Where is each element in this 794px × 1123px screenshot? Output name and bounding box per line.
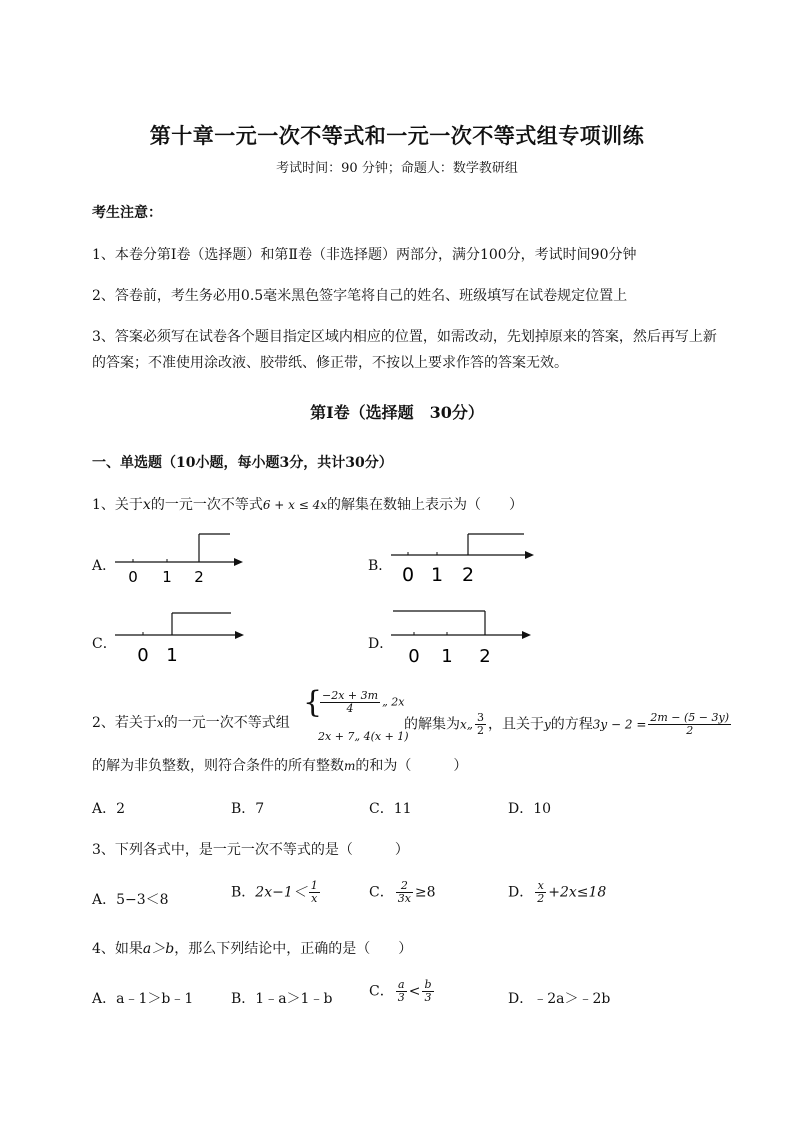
q3-c-denominator: 3x xyxy=(397,892,411,906)
q4-option-a: A．a﹣1＞b﹣1 xyxy=(92,991,194,1007)
q3-option-c-suffix: ≥8 xyxy=(414,884,436,901)
tick-1: 1 xyxy=(441,646,453,664)
tick-0: 0 xyxy=(128,568,138,586)
q1-prefix: 1、关于 xyxy=(92,497,143,513)
section-title: 第Ⅰ卷（选择题 30分） xyxy=(310,403,484,422)
q4-option-c-label: C． xyxy=(369,983,394,1000)
q4-option-b: B．1﹣a＞1﹣b xyxy=(231,991,333,1007)
question-2-line-2 xyxy=(92,755,467,775)
q1-variable: x xyxy=(142,497,151,513)
page-title: 第十章一元一次不等式和一元一次不等式组专项训练 xyxy=(149,123,645,148)
q2-equation-prefix: ，且关于 xyxy=(487,716,544,733)
q3-option-b-label: B． xyxy=(231,884,256,901)
tick-0: 0 xyxy=(137,645,149,666)
tick-0: 0 xyxy=(408,646,420,664)
q2-mid: 的一元一次不等式组 xyxy=(163,715,290,731)
q1-option-a-label: A． xyxy=(92,558,117,574)
q2-equation-lhs: 3y − 2 = xyxy=(592,717,647,732)
q3-option-b-expr: 2x−1＜ xyxy=(255,884,307,901)
q3-d-numerator: x xyxy=(535,880,546,893)
q3-option-c-label: C． xyxy=(369,884,394,901)
q3-d-denominator: 2 xyxy=(537,892,545,906)
q1-mid: 的一元一次不等式 xyxy=(150,497,263,513)
q3-b-numerator: 1 xyxy=(310,879,318,892)
q2-sys-denominator: 4 xyxy=(346,702,354,716)
q2-equation-numerator: 2m − (5 − 3y) xyxy=(650,711,730,724)
q4-suffix: ，那么下列结论中，正确的是（ ） xyxy=(174,941,413,957)
notice-item-3-cont: 的答案；不准使用涂改液、胶带纸、修正带，不按以上要求作答的答案无效。 xyxy=(92,355,568,371)
q1-option-b-label: B． xyxy=(368,558,393,574)
tick-1: 1 xyxy=(162,568,172,586)
tick-2: 2 xyxy=(479,646,491,664)
tick-2: 2 xyxy=(194,568,204,586)
question-4 xyxy=(92,938,412,958)
q1-option-d-numberline xyxy=(388,604,538,664)
q2-solution-variable: x„ xyxy=(460,717,473,732)
q3-option-d xyxy=(508,880,606,905)
q3-option-a: A．5−3＜8 xyxy=(92,892,169,908)
q2-solution xyxy=(404,712,733,737)
q3-option-c xyxy=(369,880,436,905)
part-heading: 一、单选题（10小题，每小题3分，共计30分） xyxy=(92,455,393,471)
q2-variable: x xyxy=(156,716,164,730)
question-1 xyxy=(92,494,523,514)
q3-option-d-suffix: +2x≤18 xyxy=(548,884,607,901)
notice-heading: 考生注意： xyxy=(92,205,162,221)
q2-equation-variable: y xyxy=(543,717,551,732)
q1-option-b-numberline xyxy=(388,528,538,588)
exam-info: 考试时间：90 分钟；命题人：数学教研组 xyxy=(276,161,518,176)
tick-2: 2 xyxy=(461,564,475,586)
q2-equation-mid: 的方程 xyxy=(550,716,593,733)
q2-solution-denominator: 2 xyxy=(476,724,484,738)
q2-option-d: D．10 xyxy=(508,801,552,817)
tick-1: 1 xyxy=(166,645,178,666)
q1-option-a-numberline xyxy=(110,530,250,590)
q1-option-d-label: D． xyxy=(368,636,394,652)
q4-c-denominator-2: 3 xyxy=(424,991,432,1005)
question-2-line-1 xyxy=(92,712,290,732)
notice-item-3: 3、答案必须写在试卷各个题目指定区域内相应的位置，如需改动，先划掉原来的答案，然后再写上新 xyxy=(92,329,717,345)
q2-line2-variable: m xyxy=(344,759,356,773)
q1-option-c-label: C． xyxy=(92,636,117,652)
q1-suffix: 的解集在数轴上表示为（ ） xyxy=(327,497,523,513)
q2-option-b: B．7 xyxy=(231,801,265,817)
q2-option-c: C．11 xyxy=(369,801,412,817)
q2-system-line-2: 2x + 7„ 4(x + 1) xyxy=(318,730,409,743)
tick-1: 1 xyxy=(430,564,444,586)
q2-sys-numerator: −2x + 3m xyxy=(322,689,379,702)
q2-prefix: 2、若关于 xyxy=(92,715,157,731)
q3-c-numerator: 2 xyxy=(396,880,413,893)
q2-line2-prefix: 的解为非负整数，则符合条件的所有整数 xyxy=(92,758,344,774)
q2-equation-denominator: 2 xyxy=(686,724,694,738)
q1-inequality: 6 + x ≤ 4x xyxy=(262,498,327,512)
notice-item-1: 1、本卷分第Ⅰ卷（选择题）和第Ⅱ卷（非选择题）两部分，满分100分，考试时间90分钟 xyxy=(92,247,637,263)
tick-0: 0 xyxy=(401,564,415,586)
q2-option-a: A．2 xyxy=(92,801,126,817)
q4-c-numerator-2: b xyxy=(424,978,432,991)
q4-condition: a＞b xyxy=(142,941,175,957)
q3-option-d-label: D． xyxy=(508,884,534,901)
q4-c-numerator-1: a xyxy=(396,979,407,992)
notice-item-2: 2、答卷前，考生务必用0.5毫米黑色签字笔将自己的姓名、班级填写在试卷规定位置上 xyxy=(92,288,628,304)
q3-option-b xyxy=(231,880,322,905)
q4-prefix: 4、如果 xyxy=(92,941,143,957)
q2-system-line-1 xyxy=(318,690,404,715)
q1-option-c-numberline xyxy=(110,607,250,667)
q2-solution-prefix: 的解集为 xyxy=(404,716,460,733)
q2-sys-rhs: „ 2x xyxy=(382,695,405,709)
q4-c-denominator-1: 3 xyxy=(397,991,405,1005)
q4-c-relation: < xyxy=(408,983,421,1000)
q4-option-d: D．﹣2a＞﹣2b xyxy=(508,991,611,1007)
q2-system-brace: { xyxy=(303,685,323,720)
q3-b-denominator: x xyxy=(311,892,318,906)
q4-option-c xyxy=(369,979,436,1004)
q2-line2-suffix: 的和为（ ） xyxy=(355,758,468,774)
question-3: 3、下列各式中，是一元一次不等式的是（ ） xyxy=(92,842,409,858)
q2-solution-numerator: 3 xyxy=(476,711,484,724)
